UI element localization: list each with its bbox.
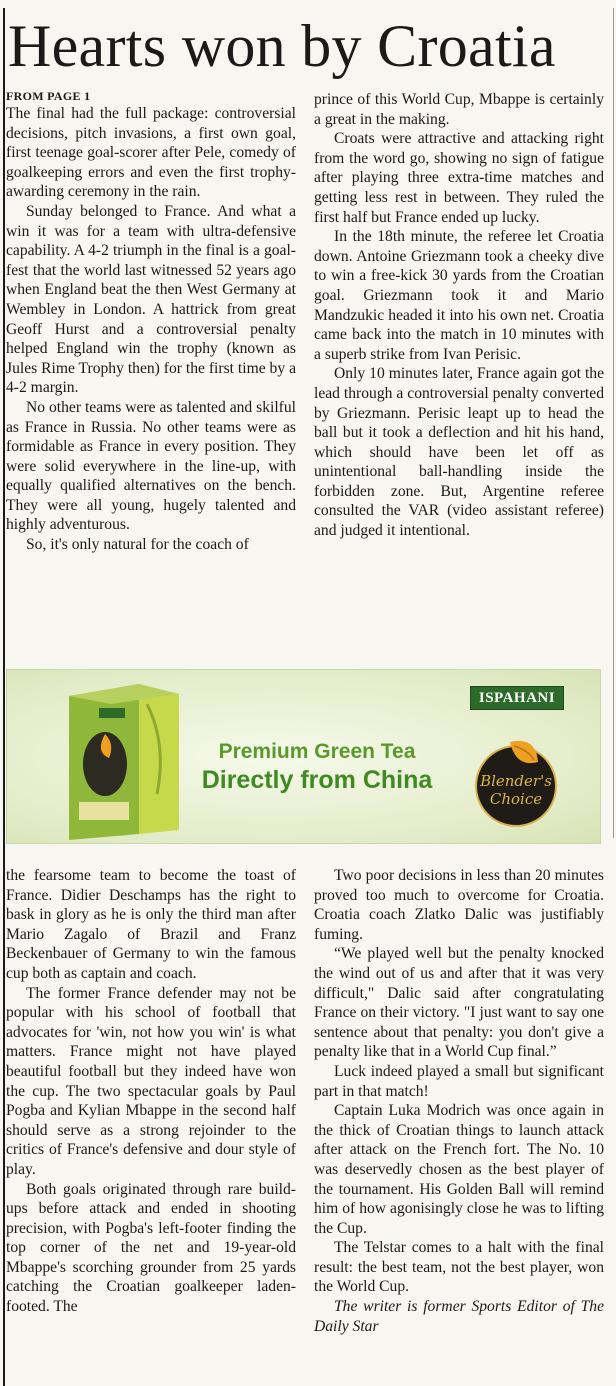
- paragraph: Captain Luka Modrich was once again in the thick of Croatian things to launch attack after attack on the French fort. The No. 10 was deservedly chosen as the best player of the tournament. His Golden Ball will remind him of how agonisingly close he was to lifting the Cup.: [314, 1102, 604, 1237]
- ad-subheadline: Directly from China: [201, 766, 433, 794]
- paragraph: Two poor decisions in less than 20 minutes proved too much to overcome for Croatia. Croatia coach Zlatko Dalic was justifiably fuming.: [314, 867, 604, 943]
- article-column-2: [314, 90, 604, 541]
- paragraph: So, it's only natural for the coach of: [26, 536, 249, 554]
- paragraph: Luck indeed played a small but significant part in that match!: [314, 1062, 604, 1100]
- author-byline: The writer is former Sports Editor of The Daily Star: [314, 1298, 604, 1335]
- paragraph: “We played well but the penalty knocked the wind out of us and after that it was very difficult," Dalic said after congratulating France on their victory. "I just want to say one sentence about that penalty: you don't give a penalty like that in a World Cup final.”: [314, 945, 604, 1061]
- paragraph: Both goals originated through rare build-ups before attack and ended in shooting precision, with Pogba's left-footer finding the top corner of the net and 19-year-old Mbappe's scorching grounder from 25 yards catching the Croatian goalkeeper laden-footed. The: [6, 1180, 296, 1316]
- paragraph: The final had the full package: controversial decisions, pitch invasions, a first own goal, first teenage goal-scorer after Pele, comedy of goalkeeping errors and even the first trophy-awarding ceremony in the rain.: [6, 105, 296, 201]
- paragraph: Only 10 minutes later, France again got the lead through a controversial penalty converted by Griezmann. Perisic leapt up to head the ball but it took a deflection and hit his hand, which should have been let off as unintentional ball-handling inside the forbidden zone. But, Argentine referee consulted the VAR (video assistant referee) and judged it intentional.: [314, 365, 604, 540]
- ad-headline: Premium Green Tea: [218, 740, 416, 763]
- paragraph: No other teams were as talented and skilful as France in Russia. No other teams were as formidable as France in every position. They were solid everywhere in the line-up, with equally qualified alternatives on the bench. They were all young, hugely talented and highly adventurous.: [6, 398, 296, 534]
- article-column-4: [314, 866, 604, 1336]
- brand-logo: ISPAHANI: [470, 686, 564, 710]
- product-seal-logo: [470, 722, 562, 832]
- paragraph: In the 18th minute, the referee let Croatia down. Antoine Griezmann took a cheeky dive to win a free-kick 30 yards from the Croatian goal. Griezmann took it and Mario Mandzukic headed it into his own net. Croatia came back into the match in 10 minutes with a superb strike from Ivan Perisic.: [314, 228, 604, 363]
- paragraph: prince of this World Cup, Mbappe is certainly a great in the making.: [314, 91, 604, 128]
- right-column-rule: [613, 8, 614, 838]
- headline: Hearts won by Croatia: [8, 13, 556, 79]
- paragraph: The former France defender may not be popular with his school of football that advocates for 'win, not how you win' is what matters. France might not have played beautiful football but they indeed have won the cup. The two spectacular goals by Paul Pogba and Kylian Mbappe in the second half should serve as a strong rejoinder to the critics of France's defensive and dour style of play.: [6, 984, 296, 1178]
- continuation-kicker: FROM PAGE 1: [6, 89, 91, 103]
- paragraph: Croats were attractive and attacking right from the word go, showing no sign of fatigue after playing three extra-time matches and getting less rest in between. They ruled the first half but France ended up lucky.: [314, 130, 604, 226]
- paragraph: the fearsome team to become the toast of France. Didier Deschamps has the right to bask in glory as he is only the third man after Mario Zagalo of Brazil and Franz Beckenbauer of Germany to win the famous cup both as captain and coach.: [6, 867, 296, 982]
- paragraph: Sunday belonged to France. And what a win it was for a team with ultra-defensive capability. A 4-2 triumph in the final is a goal-fest that the world last witnessed 52 years ago when England beat the then West Germany at Wembley in London. A hattrick from great Geoff Hurst and a controversial penalty helped England win the trophy (known as Jules Rime Trophy then) for the first time by a 4-2 margin.: [6, 202, 296, 397]
- article-column-3: [6, 866, 296, 1317]
- article-column-1: [6, 89, 296, 555]
- left-column-rule: [3, 8, 5, 1386]
- advertisement-banner[interactable]: [6, 669, 601, 844]
- tea-box-illustration: [55, 674, 185, 842]
- svg-text:Blender's: Blender's: [480, 772, 552, 790]
- paragraph: The Telstar comes to a halt with the final result: the best team, not the best player, won the World Cup.: [314, 1239, 604, 1296]
- svg-text:Choice: Choice: [489, 790, 543, 808]
